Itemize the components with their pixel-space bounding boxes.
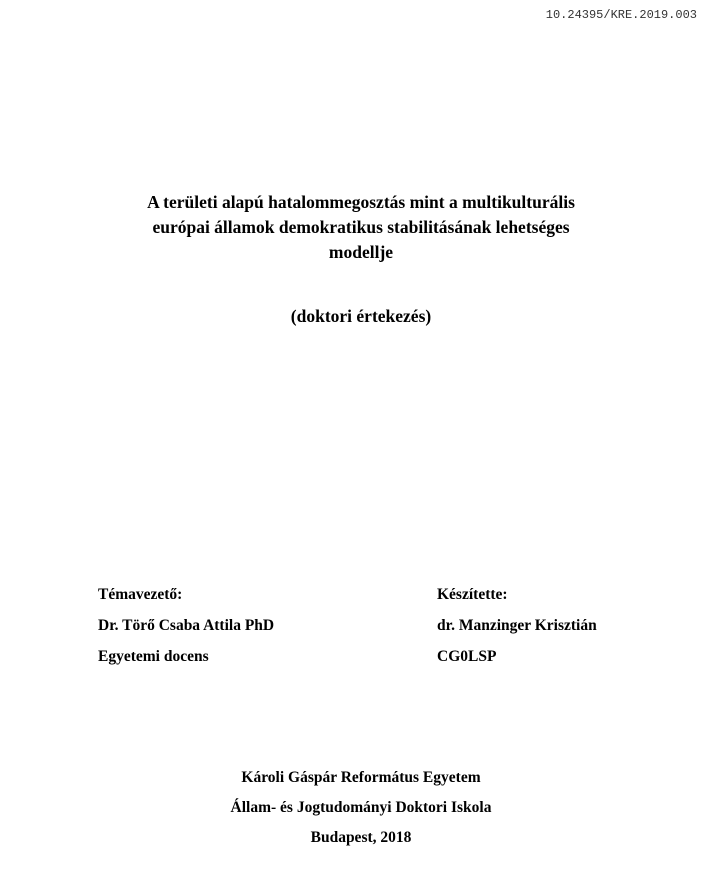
title-line-2: európai államok demokratikus stabilitásának lehetséges	[152, 217, 570, 237]
author-heading: Készítette:	[437, 586, 508, 603]
supervisor-position: Egyetemi docens	[98, 648, 209, 665]
supervisor-heading: Témavezető:	[98, 586, 183, 603]
author-block	[437, 583, 597, 676]
doctoral-school-name: Állam- és Jogtudományi Doktori Iskola	[230, 799, 492, 816]
supervisor-name: Dr. Törő Csaba Attila PhD	[98, 617, 275, 634]
supervisor-block	[98, 583, 274, 676]
doi-identifier: 10.24395/KRE.2019.003	[545, 8, 697, 22]
author-name: dr. Manzinger Krisztián	[437, 617, 597, 634]
title-line-3: modellje	[328, 242, 394, 262]
title-line-1: A területi alapú hatalommegosztás mint a multikulturális	[147, 192, 575, 212]
place-and-year: Budapest, 2018	[310, 829, 412, 846]
author-code: CG0LSP	[437, 648, 497, 665]
dissertation-subtitle: (doktori értekezés)	[290, 306, 432, 326]
institution-block	[0, 766, 707, 856]
dissertation-title	[0, 190, 707, 265]
university-name: Károli Gáspár Református Egyetem	[241, 769, 481, 786]
